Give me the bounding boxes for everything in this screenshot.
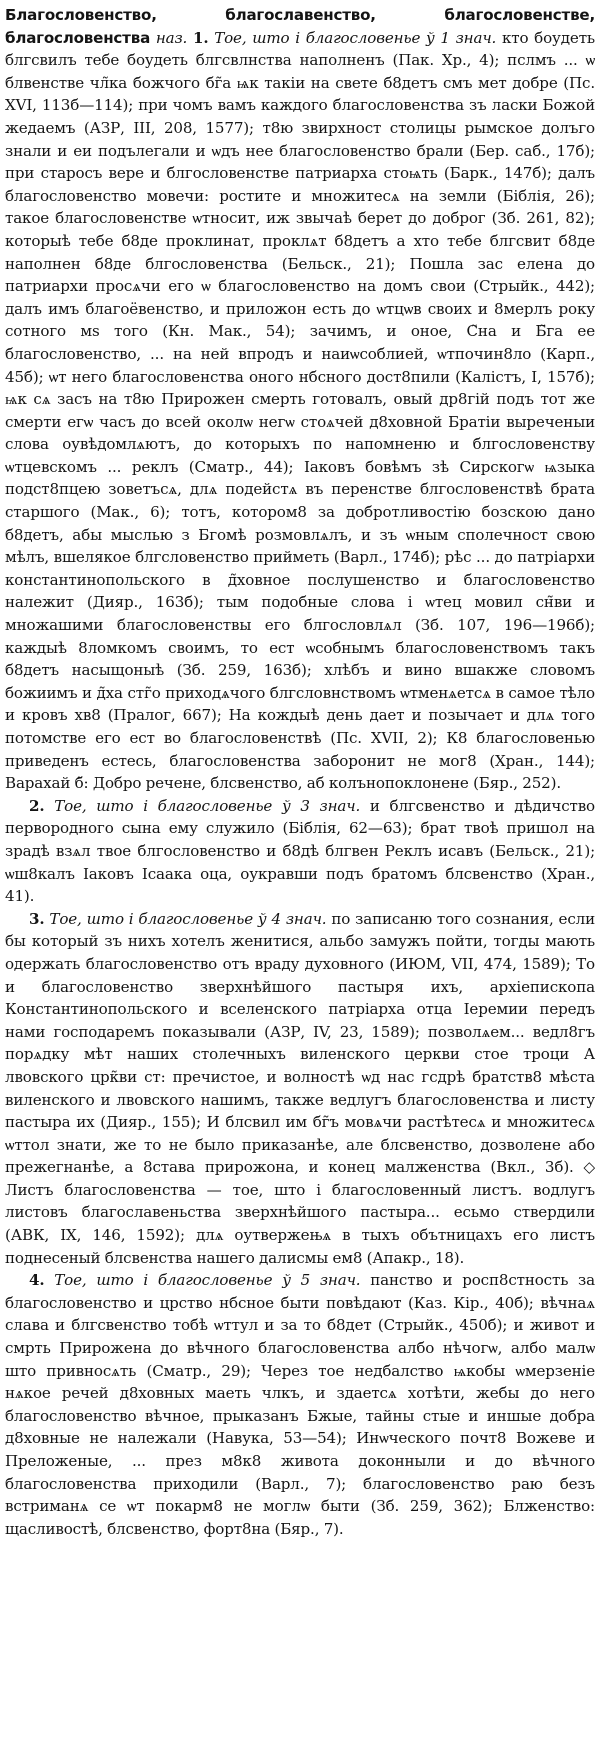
dictionary-entry — [5, 4, 595, 795]
sense-1-number: 1. — [192, 28, 209, 47]
sense-2-number: 2. — [29, 796, 45, 815]
sense-3-number: 3. — [29, 909, 45, 928]
sense-4-citations: панство и росп8стность за благословенство и црство нбсное быти повѣдают (Каз. Кір., 40б); вѣчнаѧ слава и блгсвенство тобѣ ѡттул и за то б8дет (Стрыйк., 450б); и живот и смрть Прирожена до вѣчного благословенства албо нѣчогѡ, албо малѡ што привносѧть (Сматр., 29); Через тое недбалство ѩкобы ѡмерзеніе нѧкое речей д8ховных маеть члкъ, и здаетсѧ хотѣти, жебы до него благословенство вѣчное, прыказанъ Бжые, тайны стые и иншые добра д8ховные не належали (Навука, 53—54); Инѡческого почт8 Вожеве и Преложеные, ... през м8к8 живота доконныли и до вѣчного благословенства приходили (Варл., 7); благословенство раю безъ встриманѧ се ѡт покарм8 не моглѡ быти (Зб. 259, 362); Блженство: щасливостѣ, блсвенство, форт8на (Бяр., 7). — [5, 1271, 595, 1538]
headword: Благословенство, благославенство, благословенстве, благословенства — [5, 6, 595, 47]
sense-1-definition: Тое, што і благословенье ў 1 знач. — [214, 28, 497, 47]
sense-4 — [5, 1269, 595, 1540]
sense-2-citations: и блгсвенство и дѣдичство первородного сына ему служило (Біблія, 62—63); брат твоѣ пришол на зрадѣ взѧл твое блгословенство и б8дѣ блгвен Реклъ исавъ (Бельск., 21); ѡш8калъ Іаковъ Ісаака оца, оукравши подъ братомъ блсвенство (Хран., 41). — [5, 796, 595, 906]
sense-3-definition: Тое, што і благословенье ў 4 знач. — [49, 909, 327, 928]
sense-2-definition: Тое, што і благословенье ў 3 знач. — [54, 796, 361, 815]
sense-3 — [5, 908, 595, 1270]
grammar-label: наз. — [155, 28, 188, 47]
sense-4-definition: Тое, што і благословенье ў 5 знач. — [54, 1271, 361, 1290]
sense-2 — [5, 795, 595, 908]
sense-4-number: 4. — [29, 1271, 45, 1290]
sense-1-citations: кто боудеть блгсвилъ тебе боудеть блгсвлнства наполненъ (Пак. Хр., 4); пслмъ ... ѡ блвенстве чл̃ка божчого бг̃а ѩк такіи на свете б8детъ смъ мет добре (Пс. XVI, 113б—114); при чомъ вамъ каждого благословенства зъ ласки Божой жедаемъ (АЗР, III, 208, 1577); т8ю звирхност столицы рымское долъго знали и еи подълегали и ѡдъ нее благословенство брали (Бер. саб., 17б); при старосъ вере и блгословенстве патриарха стоѩть (Барк., 147б); далъ благословенство мовечи: ростите и множитесѧ на земли (Біблія, 26); такое благословенстве ѡтносит, иж звычаѣ берет до доброг (Зб. 261, 82); которыѣ тебе б8де проклинат, проклѧт б8детъ а хто тебе блгсвит б8де наполнен б8де блгословенства (Бельск., 21); Пошла зас елена до патриархи просѧчи его ѡ благословенство на домъ свои (Стрыйк., 442); далъ имъ благоёвенство, и приложон есть до ѡтцѡв своих и 8мерлъ року сотного мѕ того (Кн. Мак., 54); зачимъ, и оное, С̃на и Б̃га ее благословенство, ... на ней впродъ и наиѡсоблией, ѡтпочин8ло (Карп., 45б); ѡт него благословенства оного нбсного дост8пили (Калістъ, I, 157б); ѩк сѧ засъ на т8ю Прирожен смерть готовалъ, овый др8гій подъ тот же смерти егѡ часъ до всей околѡ негѡ стоѧчей д8ховной Братіи выреченыи слова оувѣдомлѧютъ, до которыхъ по напомненю и блгословенству ѡтцевскомъ ... реклъ (Сматр., 44); Іаковъ бовѣмъ зѣ Сирскогѡ ѩзыка подст8пцею зоветъсѧ, длѧ подейстѧ въ перенстве блгословенствѣ брата старшого (Мак., 6); тотъ, котором8 за добротливостію бозскою дано б8детъ, абы мыслью з Бгомѣ розмовлѧлъ, и зъ ѡным сполечност свою мѣлъ, вшелякое блгсловенство прийметь (Варл., 174б); рѣс ... до патріархи константинопольского в д̃ховное послушенство и благословенство належит (Дияр., 163б); тым подобные слова і ѡтец мовил сн̃ви и множашими благословенствы его блгословлѧл (Зб. 107, 196—196б); каждыѣ 8ломкомъ своимъ, то ест ѡсобнымъ благословенствомъ такъ б8детъ насыщоныѣ (Зб. 259, 163б); хлѣбъ и вино вшакже словомъ божиимъ и д̃ха стг̃о приходѧчого блгсловнствомъ ѡтменѧетсѧ в самое тѣло и кровъ хв8 (Пралог, 667); На кождыѣ день дает и позычает и длѧ того потомстве его ест во благословенствѣ (Пс. XVII, 2); К8 благословенью приведенъ естесь, благословенства заборонит не мог8 (Хран., 144); Варахай б̃: Добро речене, блсвенство, аб колънопоклонене (Бяр., 252). — [5, 28, 595, 793]
sense-3-citations: по записаню того сознания, если бы который зъ нихъ хотелъ женитися, альбо замужъ пойти, тогды мають одержать благословенство отъ враду духовного (ИЮМ, VII, 474, 1589); То и благословенство зверхнѣйшого пастыря ихъ, архіепископа Константинопольского и вселенского патріарха отца Іеремии передъ нами господаремъ показывали (АЗР, IV, 23, 1589); позволѧем... ведл8гъ порѧдку мѣт наших столечныхъ виленского церкви стое троци А лвовского црк̃ви ст: пречистое, и волностѣ ѡд нас гсдрѣ братств8 мѣста виленского и лвовского нашимъ, также ведлугъ благословенства и листу пастыра их (Дияр., 155); И блсвил им бг̃ъ мовѧчи растѣтесѧ и множитесѧ ѡттол знати, же то не было приказанѣе, але блсвенство, дозволене або прежегнанѣе, а 8става прирожона, и конец малженства (Вкл., 3б). ◇ Листъ благословенства — тое, што і благословенный листъ. водлугъ листовъ благославеньства зверхнѣйшого пастыра... есьмо ствердили (АВК, IX, 146, 1592); длѧ оутвержењѧ в тыхъ обътницахъ его листъ поднесеный блсвенства нашего далисмы ем8 (Апакр., 18). — [5, 909, 595, 1267]
